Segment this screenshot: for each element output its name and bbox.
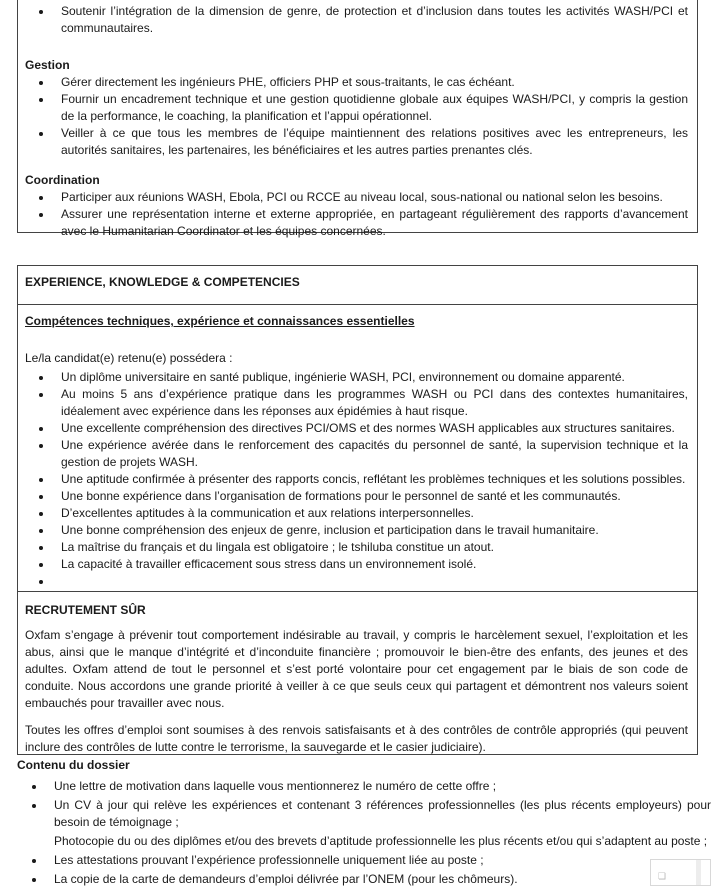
competencies-subheading: Compétences techniques, expérience et connaissances essentielles <box>25 314 415 328</box>
list-item: • Une bonne compréhension des enjeux de genre, inclusion et participation dans le travail humanitaire. <box>53 522 688 539</box>
safe-recruitment-row <box>18 591 697 756</box>
dossier-bullet-list <box>17 778 711 888</box>
list-item: • Assurer une représentation interne et externe appropriée, en partageant régulièrement des rapports d’avancement avec le Humanitarian Coordinator et les équipes concernées. <box>53 206 688 240</box>
list-item: • Les attestations prouvant l’expérience professionnelle uniquement liée au poste ; <box>46 852 711 869</box>
list-item: • Une lettre de motivation dans laquelle vous mentionnerez le numéro de cette offre ; <box>46 778 711 795</box>
empty-list-item <box>53 573 688 590</box>
list-item: • Participer aux réunions WASH, Ebola, PCI ou RCCE au niveau local, sous-national ou national selon les besoins. <box>53 189 688 206</box>
responsibilities-section <box>17 0 698 238</box>
competencies-lead: Le/la candidat(e) retenu(e) possédera : <box>25 351 233 365</box>
list-item: • Soutenir l’intégration de la dimension de genre, de protection et d’inclusion dans toutes les activités WASH/PCI et communautaires. <box>53 3 688 37</box>
list-item: • Veiller à ce que tous les membres de l’équipe maintiennent des relations positives avec les entrepreneurs, les autorités sanitaires, les partenaires, les bénéficiaires et les autres parties prenantes clés. <box>53 125 688 159</box>
floating-placeholder-box <box>650 859 711 886</box>
list-item: • La capacité à travailler efficacement sous stress dans un environnement isolé. <box>53 556 688 573</box>
safe-recruitment-heading: RECRUTEMENT SÛR <box>25 603 146 617</box>
list-item: • Une expérience avérée dans le renforcement des capacités du personnel de santé, la supervision technique et la gestion de projets WASH. <box>53 437 688 471</box>
placeholder-scroll-strip <box>696 860 701 885</box>
dossier-section <box>17 757 711 890</box>
coordination-heading: Coordination <box>25 173 100 187</box>
list-item: • La maîtrise du français et du lingala est obligatoire ; le tshiluba constitue un atout. <box>53 539 688 556</box>
list-item: • Un CV à jour qui relève les expériences et contenant 3 références professionnelles (les plus récents employeurs) pour besoin de témoignage ; <box>46 797 711 831</box>
safe-recruitment-paragraph: Oxfam s’engage à prévenir tout comportement indésirable au travail, y compris le harcèlement sexuel, l’exploitation et les abus, ainsi que le manque d’intégrité et d’inconduite financière ; promouvoir le bien-être des enfants, des jeunes et des adultes. Oxfam attend de tout le personnel et s’est porté volontaire pour cet engagement par le biais de son code de conduite. Nous accordons une grande priorité à veiller à ce que seuls ceux qui partagent et démontrent nos valeurs soient embauchés pour travailler avec nous. <box>25 628 688 710</box>
list-item: • Fournir un encadrement technique et une gestion quotidienne globale aux équipes WASH/PCI, y compris la gestion de la performance, le coaching, la planification et l’appui opérationnel. <box>53 91 688 125</box>
experience-header-title: EXPERIENCE, KNOWLEDGE & COMPETENCIES <box>25 275 300 289</box>
list-item: • Un diplôme universitaire en santé publique, ingénierie WASH, PCI, environnement ou domaine apparenté. <box>53 369 688 386</box>
list-item: • Gérer directement les ingénieurs PHE, officiers PHP et sous-traitants, le cas échéant. <box>53 74 688 91</box>
gestion-bullet-list <box>25 74 688 159</box>
coordination-bullet-list <box>25 189 688 240</box>
list-item: • D’excellentes aptitudes à la communication et aux relations interpersonnelles. <box>53 505 688 522</box>
placeholder-glyph-icon: ❏ <box>658 871 667 881</box>
safe-recruitment-paragraph: Toutes les offres d’emploi sont soumises à des renvois satisfaisants et à des contrôles de contrôle appropriés (qui peuvent inclure des contrôles de lutte contre le terrorisme, la sauvegarde et le casier judiciaire). <box>25 723 688 754</box>
competencies-row <box>18 304 697 591</box>
list-item: • Au moins 5 ans d’expérience pratique dans les programmes WASH ou PCI dans des contextes humanitaires, idéalement avec expérience dans les réponses aux épidémies à haut risque. <box>53 386 688 420</box>
list-item: • Photocopie du ou des diplômes et/ou des brevets d’aptitude professionnelle les plus récents et/ou qui s’adaptent au poste ; <box>46 833 711 850</box>
list-item: • Une bonne expérience dans l’organisation de formations pour le personnel de santé et les communautés. <box>53 488 688 505</box>
experience-table <box>17 265 698 755</box>
list-item: • Une excellente compréhension des directives PCI/OMS et des normes WASH applicables aux structures sanitaires. <box>53 420 688 437</box>
intro-bullet-list <box>25 3 688 37</box>
experience-header-row <box>18 266 697 304</box>
dossier-heading: Contenu du dossier <box>17 758 130 772</box>
competencies-bullet-list <box>25 369 688 590</box>
gestion-heading: Gestion <box>25 58 70 72</box>
list-item: • Une aptitude confirmée à présenter des rapports concis, reflétant les problèmes techniques et les solutions possibles. <box>53 471 688 488</box>
list-item: • La copie de la carte de demandeurs d’emploi délivrée par l’ONEM (pour les chômeurs). <box>46 871 711 888</box>
